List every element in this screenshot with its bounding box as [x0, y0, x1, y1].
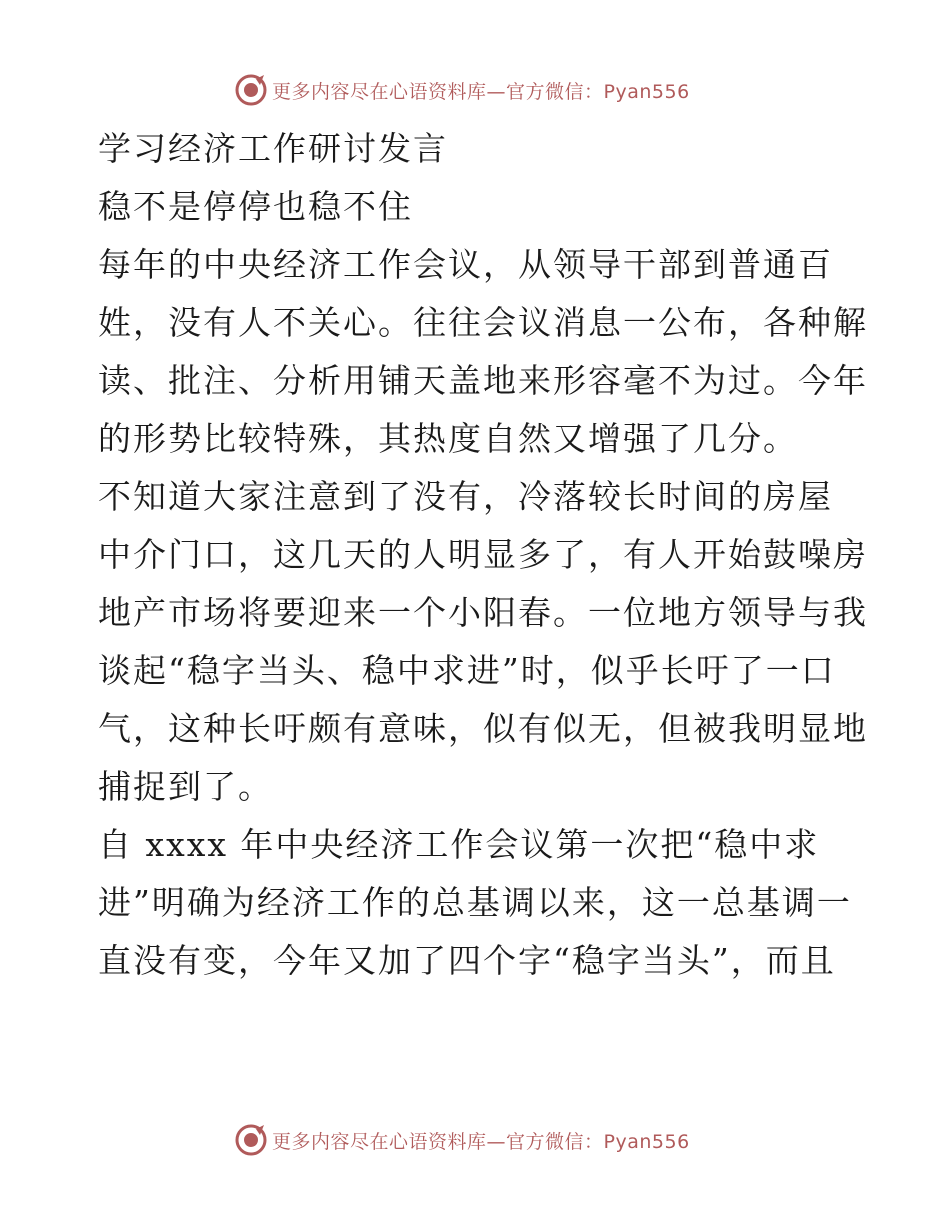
header-banner	[234, 72, 690, 108]
paragraph	[98, 236, 868, 468]
paragraph-line: 自 xxxx 年中央经济工作会议第一次把“稳中求	[98, 825, 820, 864]
paragraph-line: 的形势比较特殊，其热度自然又增强了几分。	[98, 419, 798, 458]
document-body	[98, 120, 868, 990]
paragraph-line: 中介门口，这几天的人明显多了，有人开始鼓噪房	[98, 535, 868, 574]
paragraph	[98, 816, 858, 990]
paragraph-line: 进”明确为经济工作的总基调以来，这一总基调一	[98, 883, 852, 922]
paragraph-line: 读、批注、分析用铺天盖地来形容毫不为过。今年	[98, 361, 868, 400]
paragraph-line: 气，这种长吁颇有意味，似有似无，但被我明显地	[98, 709, 868, 748]
footer-banner	[234, 1122, 690, 1158]
paragraph-line: 每年的中央经济工作会议，从领导干部到普通百	[98, 245, 833, 284]
paragraph-line: 谈起“稳字当头、稳中求进”时，似乎长吁了一口	[98, 651, 836, 690]
paragraph	[98, 468, 868, 816]
paragraph-line: 捕捉到了。	[98, 767, 273, 806]
brand-logo-icon	[234, 73, 268, 107]
footer-banner-text: 更多内容尽在心语资料库—官方微信：Pyan556	[272, 1130, 690, 1153]
document-title: 学习经济工作研讨发言	[98, 129, 448, 168]
paragraph-line: 不知道大家注意到了没有，冷落较长时间的房屋	[98, 477, 833, 516]
brand-logo-icon	[234, 1123, 268, 1157]
document-subtitle: 稳不是停停也稳不住	[98, 187, 413, 226]
paragraph-line: 姓，没有人不关心。往往会议消息一公布，各种解	[98, 303, 868, 342]
paragraph-line: 直没有变，今年又加了四个字“稳字当头”，而且	[98, 941, 836, 980]
header-banner-text: 更多内容尽在心语资料库—官方微信：Pyan556	[272, 80, 690, 103]
paragraph-line: 地产市场将要迎来一个小阳春。一位地方领导与我	[98, 593, 868, 632]
